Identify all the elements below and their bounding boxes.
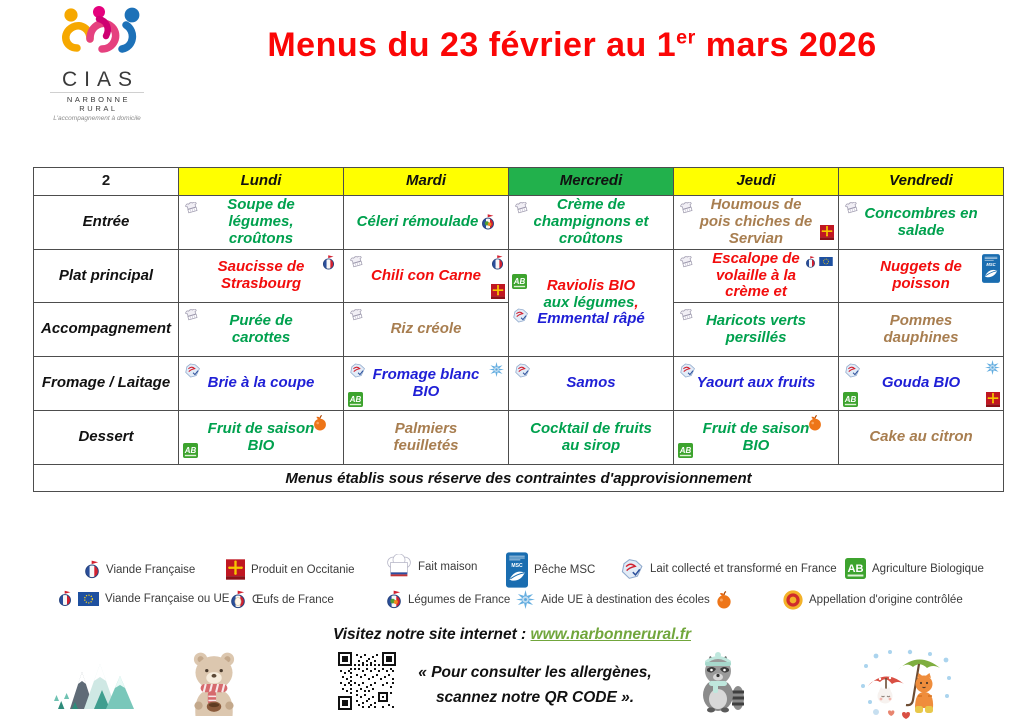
legend-item-viande-francaise: [84, 560, 195, 579]
dish-text: Fruit de saison BIO: [207, 419, 315, 454]
dish-text: aux légumes: [543, 293, 635, 311]
legumes-france-icon: [481, 214, 495, 230]
allergen-caption-line1: « Pour consulter les allergènes,: [418, 664, 652, 681]
fait-maison-icon: [349, 256, 365, 269]
website-label: Visitez notre site internet :: [332, 626, 531, 643]
allergen-caption-line2: scannez notre QR CODE ».: [435, 689, 635, 706]
title-part2: mars 2026: [695, 26, 877, 64]
aide-ue-ecoles-icon: [985, 360, 1000, 375]
dish-text: Chili con Carne: [370, 266, 482, 284]
fait-maison-icon: [679, 202, 695, 215]
dish-text: Céleri rémoulade: [356, 213, 479, 231]
legend-label: Viande Française: [106, 563, 196, 576]
cell-entree-jeudi: [674, 196, 839, 250]
dish-text: Cocktail de fruits au sirop: [530, 419, 652, 454]
agriculture-biologique-icon: [512, 274, 527, 289]
viande-francaise-icon: [805, 256, 816, 268]
dish-text: Nuggets de poisson: [880, 258, 962, 292]
aide-ue-ecoles-icon: [516, 590, 535, 609]
cell-plat-accompagnement-mercredi: [509, 250, 674, 357]
eu-flag-icon: [819, 257, 833, 266]
cell-accompagnement-jeudi: [674, 303, 839, 357]
viande-francaise-icon: [58, 590, 72, 607]
weekly-menu-table: [33, 167, 1004, 492]
website-link[interactable]: www.narbonnerural.fr: [530, 626, 691, 643]
bear-illustration: [183, 650, 245, 718]
fait-maison-icon: [184, 202, 200, 215]
agriculture-biologique-icon: [678, 443, 693, 458]
legend-item-fait-maison: [386, 554, 477, 579]
cell-entree-vendredi: [839, 196, 1004, 250]
dish-text: Yaourt aux fruits: [696, 374, 816, 392]
cell-fromage-mardi: [344, 357, 509, 411]
cias-logo: [38, 6, 156, 122]
legend-item-agriculture-biologique: [845, 558, 984, 579]
dish-text: Concombres en salade: [864, 204, 978, 239]
day-header-mardi: Mardi: [344, 168, 509, 196]
row-label-fromage-laitage: Fromage / Laitage: [34, 357, 179, 411]
legend-item-legumes-france: [386, 590, 510, 609]
dish-text: Samos: [566, 374, 616, 392]
day-header-mercredi: Mercredi: [509, 168, 674, 196]
legend-item-aoc: [783, 590, 963, 610]
logo-tagline: L'accompagnement à domicile: [53, 115, 141, 122]
dish-text: Brie à la coupe: [207, 374, 315, 392]
cell-plat-jeudi: [674, 250, 839, 303]
lait-france-icon: [620, 558, 644, 580]
fait-maison-icon: [679, 309, 695, 322]
cell-dessert-mercredi: [509, 411, 674, 465]
viande-francaise-icon: [322, 255, 335, 270]
legend-label: Pêche MSC: [534, 564, 596, 576]
dish-text: Riz créole: [390, 320, 462, 338]
cell-dessert-jeudi: [674, 411, 839, 465]
lait-france-icon: [514, 363, 531, 378]
lait-france-icon: [512, 308, 529, 323]
cias-logo-swirl-icon: [45, 6, 149, 64]
aide-ue-ecoles-icon: [489, 362, 504, 377]
dish-text: Palmiers feuilletés: [393, 419, 459, 454]
peche-msc-icon: [982, 254, 1000, 283]
dish-text: Saucisse de Strasbourg: [217, 258, 305, 292]
lait-france-icon: [184, 363, 201, 378]
dish-text: Crème de champignons et croûtons: [533, 196, 649, 247]
lait-france-icon: [844, 363, 861, 378]
cell-dessert-vendredi: [839, 411, 1004, 465]
cell-dessert-mardi: [344, 411, 509, 465]
cell-dessert-lundi: [179, 411, 344, 465]
dish-text: Cake au citron: [869, 428, 973, 446]
day-header-jeudi: Jeudi: [674, 168, 839, 196]
supply-note: Menus établis sous réserve des contraintes d'approvisionnement: [34, 465, 1004, 492]
cell-accompagnement-vendredi: [839, 303, 1004, 357]
dish-text: Pommes dauphines: [883, 311, 959, 346]
viande-francaise-icon: [491, 255, 504, 270]
legend-item-oeufs-france: [230, 590, 334, 609]
fait-maison-icon: [514, 202, 530, 215]
row-label-dessert: Dessert: [34, 411, 179, 465]
fruits-ecoles-icon: [808, 415, 822, 431]
dish-text: Gouda BIO: [881, 374, 961, 392]
aoc-icon: [783, 590, 803, 610]
cell-fromage-lundi: [179, 357, 344, 411]
row-label-entree: Entrée: [34, 196, 179, 250]
dish-text: Fromage blanc BIO: [372, 365, 480, 400]
fait-maison-icon: [679, 256, 695, 269]
legend-label: Viande Française ou UE: [105, 592, 230, 605]
day-header-lundi: Lundi: [179, 168, 344, 196]
lait-france-icon: [679, 363, 696, 378]
cell-accompagnement-lundi: [179, 303, 344, 357]
page-title: [150, 26, 994, 65]
occitanie-icon: [491, 284, 505, 299]
logo-name: NARBONNE RURAL: [50, 92, 144, 113]
title-part1: Menus du 23 février au 1: [267, 26, 677, 64]
dish-text: Houmous de pois chiches de Servian: [699, 196, 813, 247]
legend-item-aide-ue-ecoles: [516, 590, 732, 609]
fruits-ecoles-icon: [716, 591, 732, 609]
legend-label: Légumes de France: [408, 593, 511, 606]
occitanie-icon: [226, 559, 245, 580]
agriculture-biologique-icon: [843, 392, 858, 407]
legend-item-produit-occitanie: [226, 559, 355, 580]
legend-item-peche-msc: [506, 552, 595, 588]
cell-plat-lundi: [179, 250, 344, 303]
legend-label: Produit en Occitanie: [251, 563, 355, 576]
dish-text-comma: ,: [634, 293, 639, 311]
cell-entree-lundi: [179, 196, 344, 250]
fait-maison-icon: [844, 202, 860, 215]
legend-label: Aide UE à destination des écoles: [541, 593, 710, 606]
day-header-vendredi: Vendredi: [839, 168, 1004, 196]
title-sup: er: [676, 26, 696, 49]
cell-entree-mardi: [344, 196, 509, 250]
cell-fromage-vendredi: [839, 357, 1004, 411]
week-number-cell: 2: [34, 168, 179, 196]
legend-label: Appellation d'origine contrôlée: [809, 594, 963, 606]
legend-label: Lait collecté et transformé en France: [650, 563, 837, 575]
logo-acronym: CIAS: [61, 68, 139, 91]
legumes-france-icon: [386, 590, 402, 609]
dish-text: Escalope de volaille à la crème et: [712, 250, 800, 301]
raccoon-illustration: [695, 650, 747, 714]
umbrella-cats-illustration: [858, 648, 954, 722]
agriculture-biologique-icon: [845, 558, 866, 579]
cell-plat-mardi: [344, 250, 509, 303]
legend-label: Fait maison: [418, 560, 478, 573]
fait-maison-icon: [386, 554, 412, 579]
legend-label: Agriculture Biologique: [872, 562, 984, 575]
mountains-illustration: [50, 652, 142, 712]
dish-text: Fruit de saison BIO: [702, 419, 810, 454]
cell-plat-vendredi: [839, 250, 1004, 303]
cell-entree-mercredi: [509, 196, 674, 250]
occitanie-icon: [986, 392, 1000, 407]
dish-text: Haricots verts persillés: [705, 311, 807, 346]
dish-text: Soupe de légumes, croûtons: [227, 196, 295, 247]
agriculture-biologique-icon: [183, 443, 198, 458]
dish-text: Emmental râpé: [537, 310, 645, 328]
occitanie-icon: [820, 225, 834, 240]
dish-text: Purée de carottes: [229, 311, 293, 346]
fait-maison-icon: [349, 309, 365, 322]
agriculture-biologique-icon: [348, 392, 363, 407]
peche-msc-icon: [506, 552, 528, 588]
dish-text: Raviolis BIO: [546, 276, 636, 294]
row-label-plat-principal: Plat principal: [34, 250, 179, 303]
row-label-accompagnement: Accompagnement: [34, 303, 179, 357]
website-line: [0, 626, 1024, 644]
fait-maison-icon: [184, 309, 200, 322]
allergen-caption: [402, 660, 668, 710]
lait-france-icon: [349, 363, 366, 378]
legend-label: Œufs de France: [252, 593, 334, 606]
qr-code: [338, 652, 396, 710]
viande-francaise-icon: [84, 560, 100, 579]
cell-fromage-jeudi: [674, 357, 839, 411]
oeufs-france-icon: [230, 590, 246, 609]
fruits-ecoles-icon: [313, 415, 327, 431]
legend-item-viande-francaise-ue: [58, 590, 229, 607]
cell-fromage-mercredi: [509, 357, 674, 411]
cell-accompagnement-mardi: [344, 303, 509, 357]
legend-item-lait-france: [620, 558, 837, 580]
eu-flag-icon: [78, 592, 99, 606]
